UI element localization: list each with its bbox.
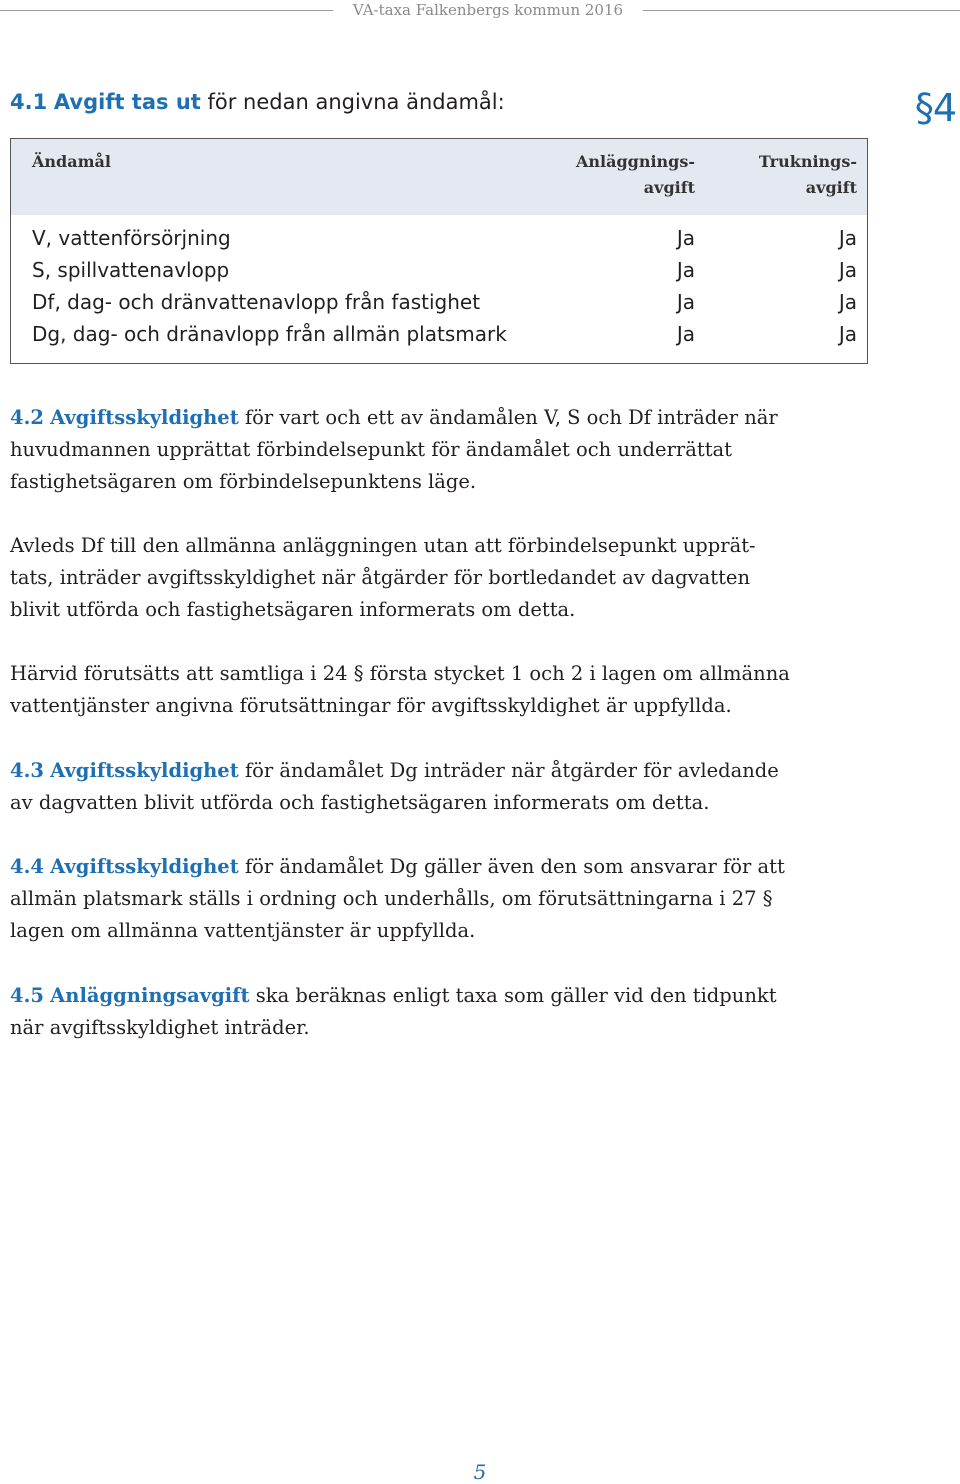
header-purpose: Ändamål — [32, 152, 111, 171]
paragraph-harvid: Härvid förutsätts att samtliga i 24 § första stycket 1 och 2 i lagen om allmänna vattentjänster angivna förutsättningar för avgiftsskyldighet är uppfyllda. — [10, 662, 790, 717]
header-rule-right — [643, 10, 960, 11]
section-lead: Avgiftsskyldighet — [50, 759, 239, 782]
section-number: 4.2 — [10, 406, 44, 429]
purpose-table — [10, 138, 868, 364]
section-lead: Avgiftsskyldighet — [50, 406, 239, 429]
section-4-1 — [10, 88, 505, 116]
table-row: Df, dag- och dränvattenavlopp från fastighet Ja Ja — [32, 290, 857, 314]
table-row: V, vattenförsörjning Ja Ja — [32, 226, 857, 250]
section-lead: Avgift tas ut — [53, 90, 201, 114]
table-row: Dg, dag- och dränavlopp från allmän platsmark Ja Ja — [32, 322, 857, 346]
section-4-4: 4.4 Avgiftsskyldighet för ändamålet Dg gäller även den som ansvarar för att allmän platsmark ställs i ordning och underhålls, om förutsättningarna i 27 § lagen om allmänna vattentjänster är uppfyllda. — [10, 855, 785, 942]
section-number: 4.3 — [10, 759, 44, 782]
page-number: 5 — [473, 1460, 487, 1484]
section-mark: §4 — [914, 86, 956, 130]
header-connection-fee: Anläggnings- avgift — [575, 152, 695, 197]
section-4-3: 4.3 Avgiftsskyldighet för ändamålet Dg inträder när åtgärder för avledande av dagvatten blivit utförda och fastighetsägaren informerats om detta. — [10, 759, 779, 814]
section-number: 4.1 — [10, 90, 48, 114]
section-number: 4.4 — [10, 855, 44, 878]
table-row: S, spillvattenavlopp Ja Ja — [32, 258, 857, 282]
section-lead: Anläggningsavgift — [50, 984, 250, 1007]
paragraph-avleds: Avleds Df till den allmänna anläggningen utan att förbindelsepunkt upprät- tats, inträder avgiftsskyldighet när åtgärder för bortledandet av dagvatten blivit utförda och fastighetsägaren informerats om detta. — [10, 534, 756, 621]
section-4-5: 4.5 Anläggningsavgift ska beräknas enligt taxa som gäller vid den tidpunkt när avgiftsskyldighet inträder. — [10, 984, 777, 1039]
section-text: för nedan angivna ändamål: — [207, 90, 505, 114]
section-lead: Avgiftsskyldighet — [50, 855, 239, 878]
header-rule-left — [0, 10, 333, 11]
table-header — [11, 139, 867, 215]
section-number: 4.5 — [10, 984, 44, 1007]
running-header: VA-taxa Falkenbergs kommun 2016 — [352, 1, 624, 19]
header-usage-fee: Truknings- avgift — [758, 152, 857, 197]
section-4-2: 4.2 Avgiftsskyldighet för vart och ett av ändamålen V, S och Df inträder när huvudmannen upprättat förbindelsepunkt för ändamålet och underrättat fastighetsägaren om förbindelsepunktens läge. — [10, 406, 778, 493]
